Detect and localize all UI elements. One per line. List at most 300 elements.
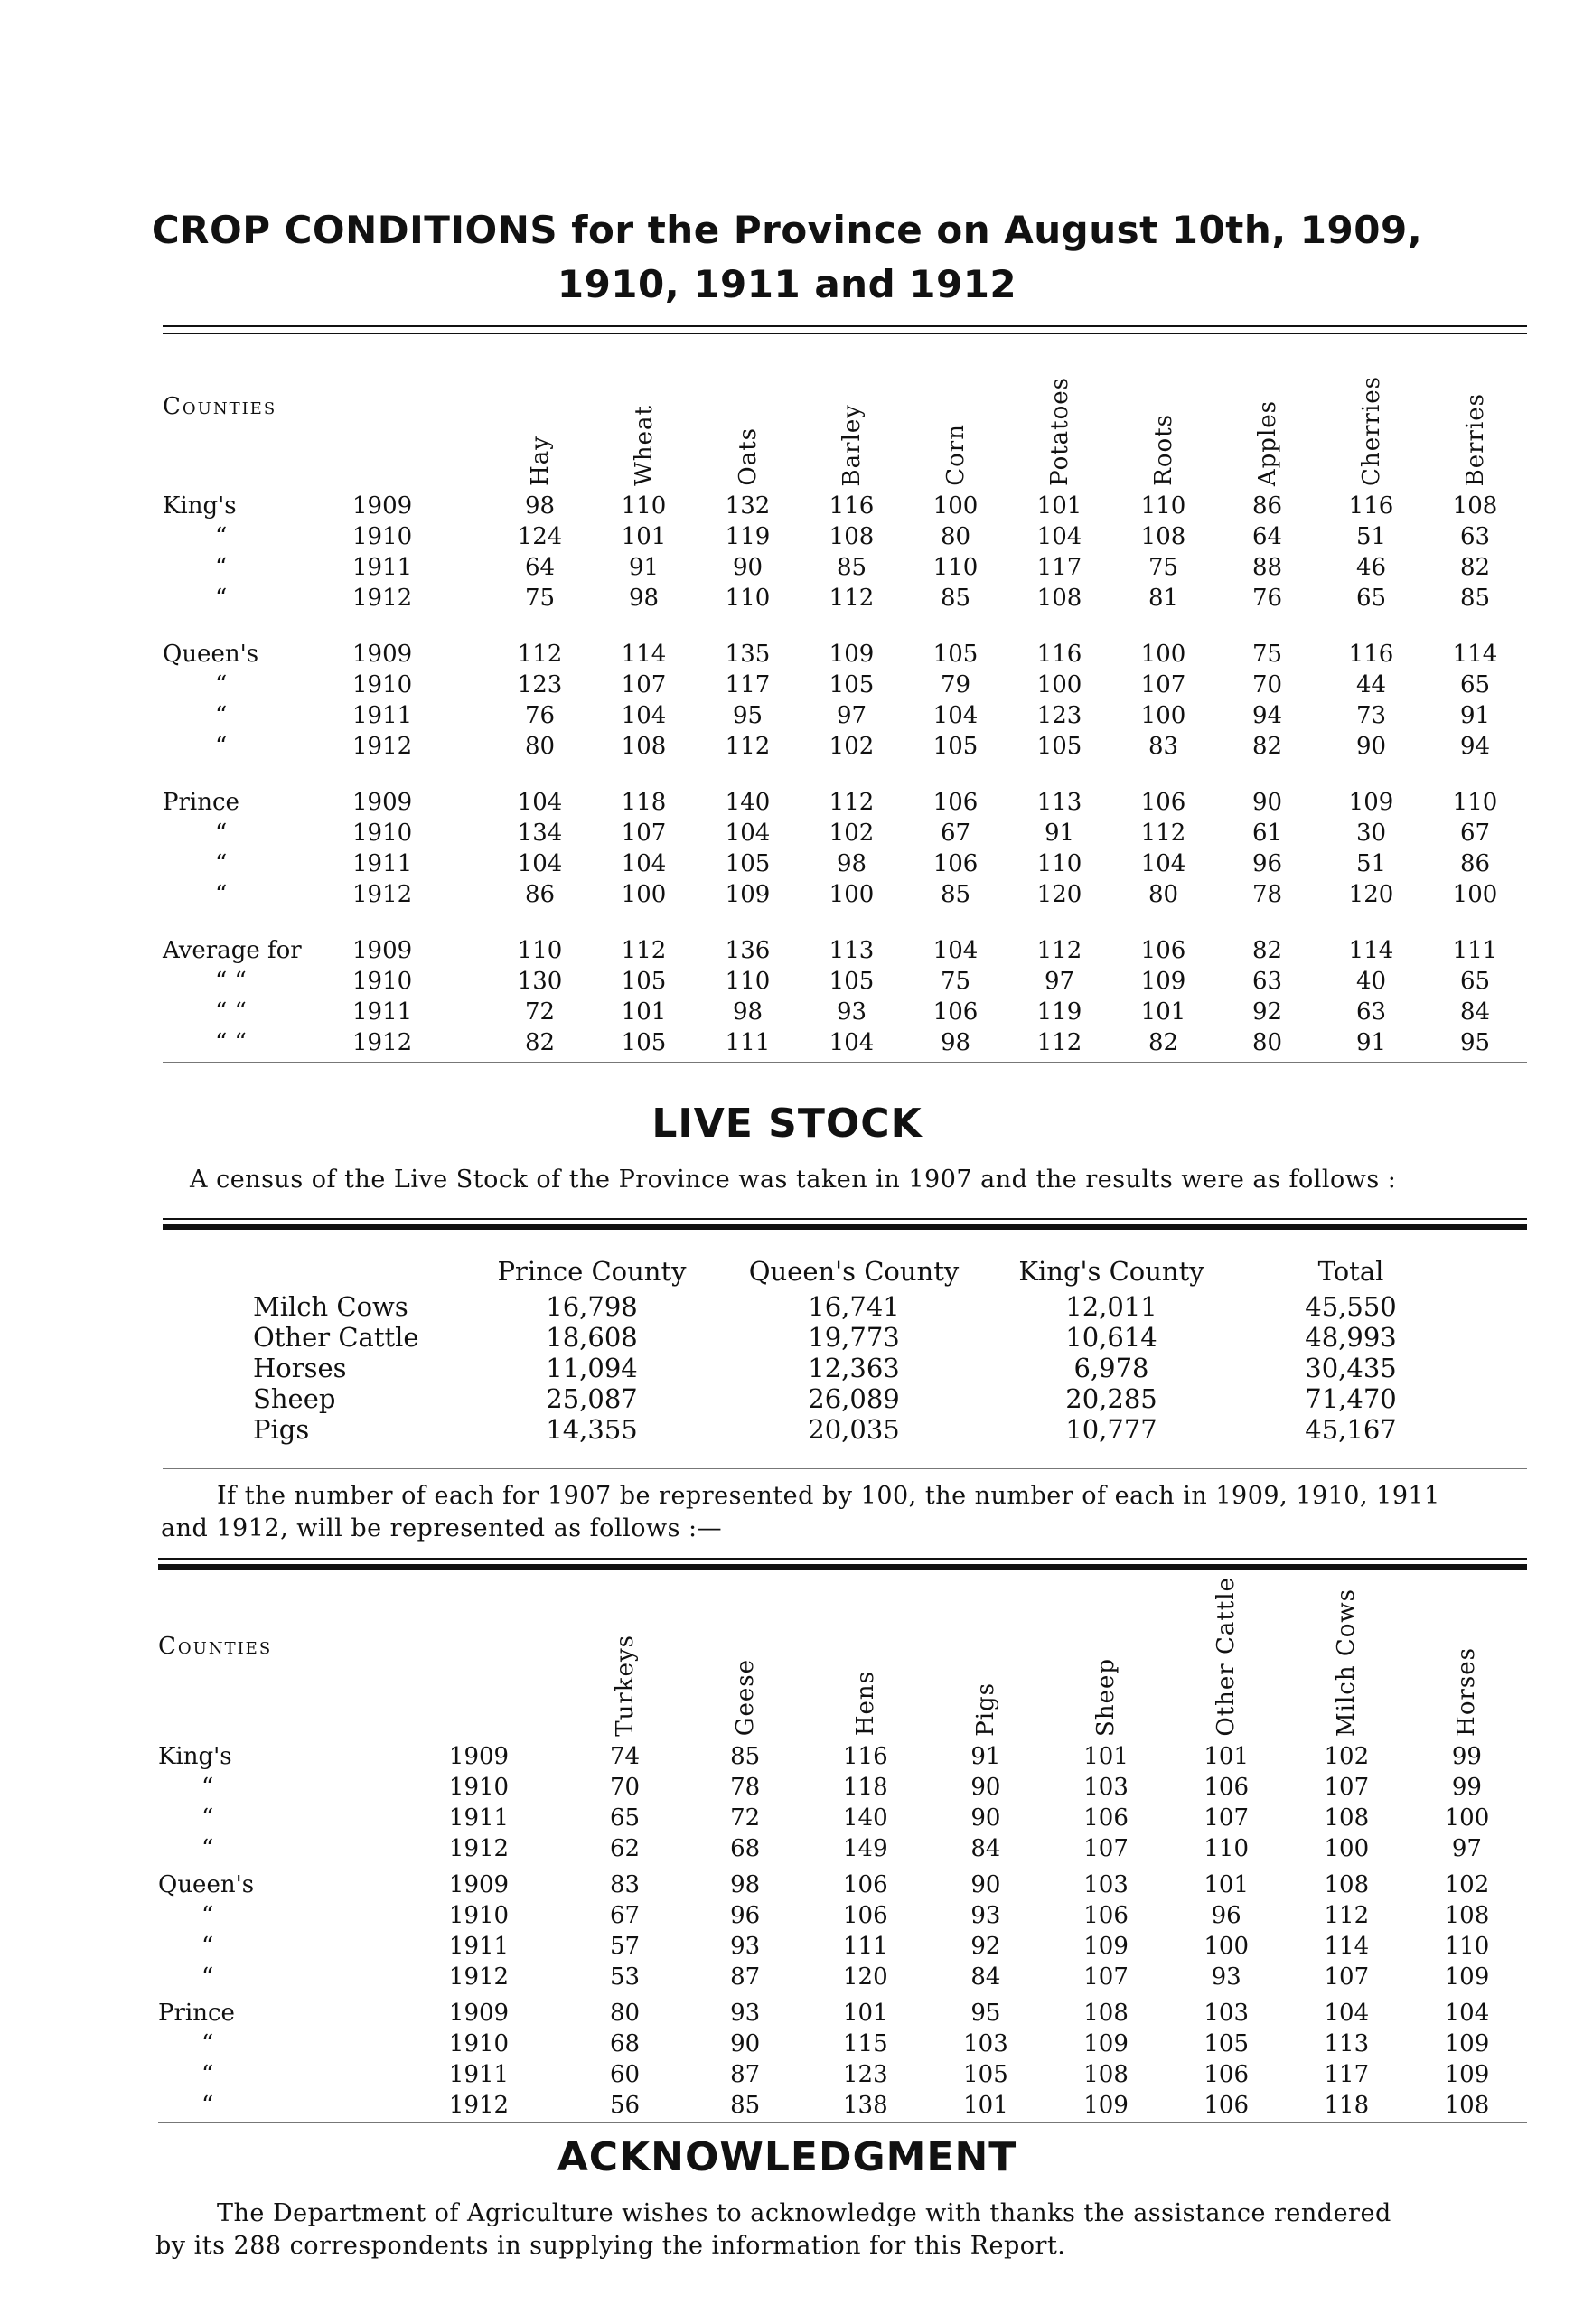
table-cell: 75 bbox=[524, 585, 556, 612]
row-year: 1911 bbox=[352, 850, 413, 877]
row-year: 1909 bbox=[352, 789, 413, 816]
table-cell: 90 bbox=[970, 1804, 1001, 1832]
table-cell: 20,035 bbox=[808, 1414, 900, 1445]
table-cell: 104 bbox=[621, 702, 667, 729]
row-year: 1912 bbox=[352, 733, 413, 760]
table-cell: 82 bbox=[1251, 733, 1283, 760]
table-cell: 99 bbox=[1451, 1742, 1482, 1770]
table-cell: 91 bbox=[628, 554, 660, 581]
table-cell: 113 bbox=[1324, 2029, 1370, 2057]
table-cell: 104 bbox=[1140, 850, 1186, 877]
table-cell: 103 bbox=[1204, 1999, 1249, 2027]
table-cell: 108 bbox=[1083, 1999, 1129, 2027]
table-cell: 95 bbox=[1459, 1029, 1491, 1056]
table-cell: 101 bbox=[1083, 1742, 1129, 1770]
table-cell: 86 bbox=[1251, 492, 1283, 520]
table-cell: 65 bbox=[1355, 585, 1387, 612]
table-cell: 98 bbox=[628, 585, 660, 612]
table-cell: 53 bbox=[610, 1963, 641, 1991]
table-cell: 105 bbox=[1036, 733, 1082, 760]
crop-conditions-table bbox=[163, 357, 1527, 1060]
table-cell: 11,094 bbox=[546, 1353, 638, 1383]
table-cell: 40 bbox=[1355, 968, 1387, 995]
table-cell: 84 bbox=[970, 1963, 1001, 1991]
table-cell: 30 bbox=[1355, 820, 1387, 847]
table-cell: 98 bbox=[836, 850, 867, 877]
table-cell: 65 bbox=[1459, 968, 1491, 995]
row-year: 1912 bbox=[448, 1834, 510, 1862]
table-cell: 107 bbox=[621, 820, 667, 847]
table-cell: 123 bbox=[517, 671, 563, 698]
index-col-header-sheep bbox=[1046, 1577, 1166, 1743]
row-county-label: “ “ bbox=[215, 1029, 247, 1056]
table-cell: 88 bbox=[1251, 554, 1283, 581]
table-cell: 108 bbox=[1140, 523, 1186, 550]
table-cell: 101 bbox=[1140, 998, 1186, 1026]
crop-col-label: Wheat bbox=[630, 405, 658, 486]
table-row bbox=[158, 1963, 1527, 2000]
table-cell: 105 bbox=[829, 968, 875, 995]
row-year: 1911 bbox=[352, 554, 413, 581]
row-county-label: “ bbox=[215, 820, 228, 847]
table-cell: 45,550 bbox=[1305, 1291, 1397, 1322]
table-cell: 104 bbox=[932, 937, 979, 964]
table-cell: 100 bbox=[1140, 702, 1186, 729]
table-cell: 110 bbox=[1036, 850, 1082, 877]
table-row bbox=[158, 1902, 1527, 1933]
table-cell: 106 bbox=[1140, 937, 1186, 964]
table-cell: 101 bbox=[842, 1999, 888, 2027]
table-cell: 12,363 bbox=[808, 1353, 900, 1383]
table-cell: 100 bbox=[1204, 1932, 1249, 1960]
table-cell: 78 bbox=[1251, 881, 1283, 908]
row-county-label: “ bbox=[215, 733, 228, 760]
table-cell: 104 bbox=[1444, 1999, 1490, 2027]
table-cell: 85 bbox=[940, 585, 971, 612]
counties-header: Counties bbox=[163, 393, 277, 420]
table-cell: 87 bbox=[730, 1963, 761, 1991]
table-cell: 108 bbox=[1444, 1901, 1490, 1929]
table-cell: 111 bbox=[842, 1932, 888, 1960]
livestock-title: LIVE STOCK bbox=[651, 1101, 923, 1147]
livestock-col-header-prince-county: Prince County bbox=[497, 1256, 687, 1287]
table-cell: 56 bbox=[610, 2091, 641, 2119]
table-cell: 110 bbox=[932, 554, 979, 581]
table-cell: 57 bbox=[610, 1932, 641, 1960]
table-cell: 135 bbox=[725, 641, 771, 668]
table-cell: 90 bbox=[1355, 733, 1387, 760]
table-cell: 16,741 bbox=[808, 1291, 900, 1322]
table-cell: 105 bbox=[621, 1029, 667, 1056]
crop-col-header-barley bbox=[800, 357, 904, 492]
table-cell: 92 bbox=[970, 1932, 1001, 1960]
table-cell: 86 bbox=[524, 881, 556, 908]
table-row bbox=[163, 733, 1527, 789]
crop-col-label: Oats bbox=[734, 427, 762, 486]
table-cell: 101 bbox=[1204, 1742, 1249, 1770]
table-cell: 109 bbox=[725, 881, 771, 908]
livestock-census-table bbox=[253, 1251, 1464, 1445]
table-cell: 100 bbox=[1444, 1804, 1490, 1832]
table-cell: 101 bbox=[1204, 1870, 1249, 1898]
table-cell: 113 bbox=[1036, 789, 1082, 816]
table-cell: 102 bbox=[1324, 1742, 1370, 1770]
crop-col-header-potatoes bbox=[1007, 357, 1111, 492]
table-cell: 105 bbox=[932, 733, 979, 760]
table-cell: 123 bbox=[842, 2060, 888, 2088]
index-col-header-other-cattle bbox=[1166, 1577, 1287, 1743]
table-cell: 107 bbox=[1140, 671, 1186, 698]
table-cell: 112 bbox=[829, 789, 875, 816]
table-cell: 109 bbox=[1348, 789, 1394, 816]
table-cell: 108 bbox=[829, 523, 875, 550]
table-cell: 10,614 bbox=[1065, 1322, 1157, 1353]
table-cell: 118 bbox=[842, 1773, 888, 1801]
table-cell: 130 bbox=[517, 968, 563, 995]
table-cell: 140 bbox=[725, 789, 771, 816]
table-cell: 98 bbox=[940, 1029, 971, 1056]
table-row bbox=[163, 1029, 1527, 1060]
table-cell: 104 bbox=[517, 850, 563, 877]
livestock-table-end-rule bbox=[163, 1468, 1527, 1469]
table-cell: 106 bbox=[932, 850, 979, 877]
row-county-label: “ bbox=[201, 1834, 214, 1862]
index-col-label: Pigs bbox=[971, 1682, 999, 1737]
index-table-end-rule bbox=[158, 2122, 1527, 2123]
table-cell: 109 bbox=[1140, 968, 1186, 995]
table-cell: 112 bbox=[725, 733, 771, 760]
table-cell: 106 bbox=[932, 998, 979, 1026]
index-col-label: Sheep bbox=[1092, 1657, 1120, 1737]
table-cell: 105 bbox=[963, 2060, 1008, 2088]
table-row bbox=[163, 641, 1527, 671]
livestock-row-label: Milch Cows bbox=[253, 1291, 408, 1322]
table-row bbox=[163, 554, 1527, 585]
table-cell: 116 bbox=[1348, 492, 1394, 520]
crop-col-label: Barley bbox=[838, 403, 866, 486]
table-cell: 81 bbox=[1148, 585, 1179, 612]
table-row bbox=[253, 1414, 1464, 1445]
table-row bbox=[163, 492, 1527, 523]
table-cell: 64 bbox=[1251, 523, 1283, 550]
table-row bbox=[253, 1383, 1464, 1414]
table-row bbox=[163, 585, 1527, 641]
table-cell: 74 bbox=[610, 1742, 641, 1770]
row-county-label: “ bbox=[215, 850, 228, 877]
row-county-label: Prince bbox=[158, 1999, 235, 2027]
table-cell: 78 bbox=[730, 1773, 761, 1801]
table-cell: 75 bbox=[1148, 554, 1179, 581]
index-note-line-2: and 1912, will be represented as follows :— bbox=[161, 1514, 723, 1542]
crop-col-label: Apples bbox=[1253, 399, 1281, 486]
table-cell: 80 bbox=[940, 523, 971, 550]
index-col-header-geese bbox=[685, 1577, 805, 1743]
table-row bbox=[163, 789, 1527, 820]
table-cell: 84 bbox=[1459, 998, 1491, 1026]
index-col-label: Hens bbox=[851, 1671, 879, 1737]
table-cell: 100 bbox=[829, 881, 875, 908]
table-cell: 105 bbox=[829, 671, 875, 698]
table-cell: 117 bbox=[1036, 554, 1082, 581]
table-cell: 123 bbox=[1036, 702, 1082, 729]
table-cell: 93 bbox=[730, 1999, 761, 2027]
table-row bbox=[163, 702, 1527, 733]
crop-col-label: Potatoes bbox=[1045, 377, 1073, 486]
row-county-label: “ bbox=[201, 2091, 214, 2119]
table-cell: 68 bbox=[730, 1834, 761, 1862]
table-cell: 104 bbox=[621, 850, 667, 877]
index-col-label: Milch Cows bbox=[1333, 1588, 1361, 1737]
table-cell: 73 bbox=[1355, 702, 1387, 729]
row-year: 1911 bbox=[448, 1932, 510, 1960]
table-cell: 104 bbox=[517, 789, 563, 816]
row-year: 1910 bbox=[352, 523, 413, 550]
crop-col-header-apples bbox=[1215, 357, 1319, 492]
table-cell: 30,435 bbox=[1305, 1353, 1397, 1383]
index-col-header-turkeys bbox=[565, 1577, 685, 1743]
table-cell: 119 bbox=[725, 523, 771, 550]
table-cell: 102 bbox=[1444, 1870, 1490, 1898]
table-cell: 108 bbox=[1444, 2091, 1490, 2119]
table-cell: 19,773 bbox=[808, 1322, 900, 1353]
table-cell: 109 bbox=[1083, 2029, 1129, 2057]
table-cell: 80 bbox=[1148, 881, 1179, 908]
table-row bbox=[163, 998, 1527, 1029]
table-cell: 108 bbox=[1324, 1870, 1370, 1898]
table-cell: 105 bbox=[932, 641, 979, 668]
table-cell: 107 bbox=[1324, 1963, 1370, 1991]
table-cell: 14,355 bbox=[546, 1414, 638, 1445]
crop-col-header-corn bbox=[904, 357, 1007, 492]
table-cell: 103 bbox=[1083, 1773, 1129, 1801]
table-cell: 67 bbox=[1459, 820, 1491, 847]
table-cell: 6,978 bbox=[1073, 1353, 1149, 1383]
table-cell: 114 bbox=[1348, 937, 1394, 964]
table-row bbox=[253, 1353, 1464, 1383]
table-cell: 106 bbox=[1204, 1773, 1249, 1801]
table-cell: 110 bbox=[725, 585, 771, 612]
acknowledgment-line-2: by its 288 correspondents in supplying the information for this Report. bbox=[155, 2232, 1066, 2260]
crop-col-label: Roots bbox=[1149, 414, 1177, 486]
table-cell: 124 bbox=[517, 523, 563, 550]
crop-title-line-2: 1910, 1911 and 1912 bbox=[557, 262, 1017, 306]
table-cell: 97 bbox=[1451, 1834, 1482, 1862]
table-cell: 93 bbox=[730, 1932, 761, 1960]
row-year: 1912 bbox=[448, 2091, 510, 2119]
table-cell: 12,011 bbox=[1065, 1291, 1157, 1322]
table-cell: 105 bbox=[621, 968, 667, 995]
table-cell: 106 bbox=[842, 1901, 888, 1929]
crop-col-label: Berries bbox=[1461, 392, 1489, 486]
row-year: 1910 bbox=[352, 671, 413, 698]
table-cell: 104 bbox=[725, 820, 771, 847]
table-cell: 95 bbox=[970, 1999, 1001, 2027]
table-cell: 109 bbox=[1083, 2091, 1129, 2119]
table-cell: 108 bbox=[1036, 585, 1082, 612]
table-cell: 82 bbox=[1459, 554, 1491, 581]
livestock-col-header-king-s-county: King's County bbox=[1018, 1256, 1204, 1287]
row-county-label: “ bbox=[201, 1932, 214, 1960]
table-cell: 96 bbox=[730, 1901, 761, 1929]
table-cell: 118 bbox=[1324, 2091, 1370, 2119]
livestock-intro: A census of the Live Stock of the Province was taken in 1907 and the results were as follows : bbox=[190, 1166, 1397, 1194]
row-county-label: “ bbox=[215, 523, 228, 550]
table-cell: 44 bbox=[1355, 671, 1387, 698]
table-cell: 91 bbox=[1044, 820, 1075, 847]
row-year: 1911 bbox=[352, 702, 413, 729]
table-cell: 60 bbox=[610, 2060, 641, 2088]
table-cell: 110 bbox=[1140, 492, 1186, 520]
table-cell: 10,777 bbox=[1065, 1414, 1157, 1445]
row-year: 1911 bbox=[352, 998, 413, 1026]
table-cell: 83 bbox=[610, 1870, 641, 1898]
table-cell: 62 bbox=[610, 1834, 641, 1862]
table-cell: 105 bbox=[1204, 2029, 1249, 2057]
table-cell: 111 bbox=[725, 1029, 771, 1056]
acknowledgment-line-1: The Department of Agriculture wishes to acknowledge with thanks the assistance rendered bbox=[217, 2199, 1391, 2227]
row-year: 1909 bbox=[352, 492, 413, 520]
table-cell: 80 bbox=[1251, 1029, 1283, 1056]
crop-col-header-cherries bbox=[1319, 357, 1423, 492]
table-cell: 110 bbox=[517, 937, 563, 964]
table-cell: 67 bbox=[940, 820, 971, 847]
table-cell: 97 bbox=[836, 702, 867, 729]
table-cell: 72 bbox=[524, 998, 556, 1026]
livestock-col-header-total: Total bbox=[1317, 1256, 1384, 1287]
table-cell: 75 bbox=[1251, 641, 1283, 668]
row-county-label: “ bbox=[215, 585, 228, 612]
table-cell: 101 bbox=[963, 2091, 1008, 2119]
table-cell: 90 bbox=[732, 554, 764, 581]
crop-col-header-berries bbox=[1423, 357, 1527, 492]
table-cell: 100 bbox=[1140, 641, 1186, 668]
table-cell: 85 bbox=[730, 1742, 761, 1770]
table-cell: 117 bbox=[1324, 2060, 1370, 2088]
livestock-row-label: Other Cattle bbox=[253, 1322, 419, 1353]
table-cell: 96 bbox=[1251, 850, 1283, 877]
table-cell: 65 bbox=[1459, 671, 1491, 698]
table-cell: 109 bbox=[1083, 1932, 1129, 1960]
table-cell: 90 bbox=[970, 1773, 1001, 1801]
table-cell: 61 bbox=[1251, 820, 1283, 847]
table-cell: 116 bbox=[842, 1742, 888, 1770]
table-cell: 116 bbox=[829, 492, 875, 520]
row-year: 1912 bbox=[352, 881, 413, 908]
table-cell: 100 bbox=[1324, 1834, 1370, 1862]
table-cell: 110 bbox=[621, 492, 667, 520]
table-cell: 110 bbox=[725, 968, 771, 995]
table-row bbox=[163, 820, 1527, 850]
table-cell: 138 bbox=[842, 2091, 888, 2119]
table-cell: 110 bbox=[1444, 1932, 1490, 1960]
table-cell: 79 bbox=[940, 671, 971, 698]
row-year: 1910 bbox=[352, 968, 413, 995]
table-cell: 112 bbox=[829, 585, 875, 612]
crop-header-row bbox=[163, 357, 1527, 492]
row-county-label: “ bbox=[201, 2029, 214, 2057]
table-cell: 51 bbox=[1355, 850, 1387, 877]
table-cell: 112 bbox=[1036, 937, 1082, 964]
table-cell: 25,087 bbox=[546, 1383, 638, 1414]
table-cell: 80 bbox=[524, 733, 556, 760]
table-cell: 93 bbox=[970, 1901, 1001, 1929]
table-cell: 63 bbox=[1355, 998, 1387, 1026]
table-row bbox=[163, 671, 1527, 702]
table-cell: 103 bbox=[963, 2029, 1008, 2057]
table-cell: 85 bbox=[836, 554, 867, 581]
row-county-label: King's bbox=[158, 1742, 232, 1770]
table-cell: 132 bbox=[725, 492, 771, 520]
table-row bbox=[158, 1743, 1527, 1774]
livestock-rule-bottom bbox=[163, 1224, 1527, 1230]
index-rule-top bbox=[158, 1558, 1527, 1560]
table-cell: 85 bbox=[730, 2091, 761, 2119]
table-row bbox=[253, 1322, 1464, 1353]
table-cell: 109 bbox=[1444, 2060, 1490, 2088]
table-cell: 100 bbox=[621, 881, 667, 908]
index-col-header-hens bbox=[805, 1577, 925, 1743]
livestock-index-table bbox=[158, 1577, 1527, 2123]
table-cell: 104 bbox=[829, 1029, 875, 1056]
table-cell: 101 bbox=[621, 523, 667, 550]
title-rule-bottom bbox=[163, 333, 1527, 334]
table-cell: 98 bbox=[524, 492, 556, 520]
index-col-header-horses bbox=[1407, 1577, 1527, 1743]
table-row bbox=[158, 1804, 1527, 1835]
table-cell: 63 bbox=[1251, 968, 1283, 995]
table-cell: 107 bbox=[1083, 1834, 1129, 1862]
table-cell: 95 bbox=[732, 702, 764, 729]
index-col-label: Geese bbox=[731, 1659, 759, 1737]
crop-col-label: Cherries bbox=[1357, 376, 1385, 486]
row-year: 1910 bbox=[448, 1901, 510, 1929]
table-cell: 84 bbox=[970, 1834, 1001, 1862]
table-cell: 104 bbox=[1036, 523, 1082, 550]
table-cell: 110 bbox=[1452, 789, 1498, 816]
table-cell: 106 bbox=[842, 1870, 888, 1898]
table-cell: 107 bbox=[1083, 1963, 1129, 1991]
row-year: 1912 bbox=[352, 585, 413, 612]
table-cell: 63 bbox=[1459, 523, 1491, 550]
row-county-label: “ bbox=[201, 1804, 214, 1832]
row-year: 1911 bbox=[448, 2060, 510, 2088]
table-cell: 68 bbox=[610, 2029, 641, 2057]
row-county-label: Average for bbox=[163, 937, 302, 964]
table-cell: 91 bbox=[1355, 1029, 1387, 1056]
row-county-label: “ bbox=[201, 1963, 214, 1991]
table-cell: 92 bbox=[1251, 998, 1283, 1026]
table-row bbox=[158, 2000, 1527, 2030]
table-row bbox=[158, 2092, 1527, 2123]
crop-table-end-rule bbox=[163, 1062, 1527, 1063]
index-header-row bbox=[158, 1577, 1527, 1743]
row-year: 1909 bbox=[448, 1742, 510, 1770]
table-cell: 91 bbox=[970, 1742, 1001, 1770]
row-county-label: “ bbox=[201, 1773, 214, 1801]
table-cell: 90 bbox=[1251, 789, 1283, 816]
table-cell: 114 bbox=[1452, 641, 1498, 668]
table-cell: 90 bbox=[730, 2029, 761, 2057]
table-cell: 94 bbox=[1251, 702, 1283, 729]
table-cell: 106 bbox=[1083, 1901, 1129, 1929]
row-county-label: Prince bbox=[163, 789, 239, 816]
table-row bbox=[158, 2061, 1527, 2092]
table-cell: 26,089 bbox=[808, 1383, 900, 1414]
index-col-header-milch-cows bbox=[1287, 1577, 1407, 1743]
table-cell: 149 bbox=[842, 1834, 888, 1862]
table-cell: 94 bbox=[1459, 733, 1491, 760]
table-cell: 107 bbox=[1324, 1773, 1370, 1801]
